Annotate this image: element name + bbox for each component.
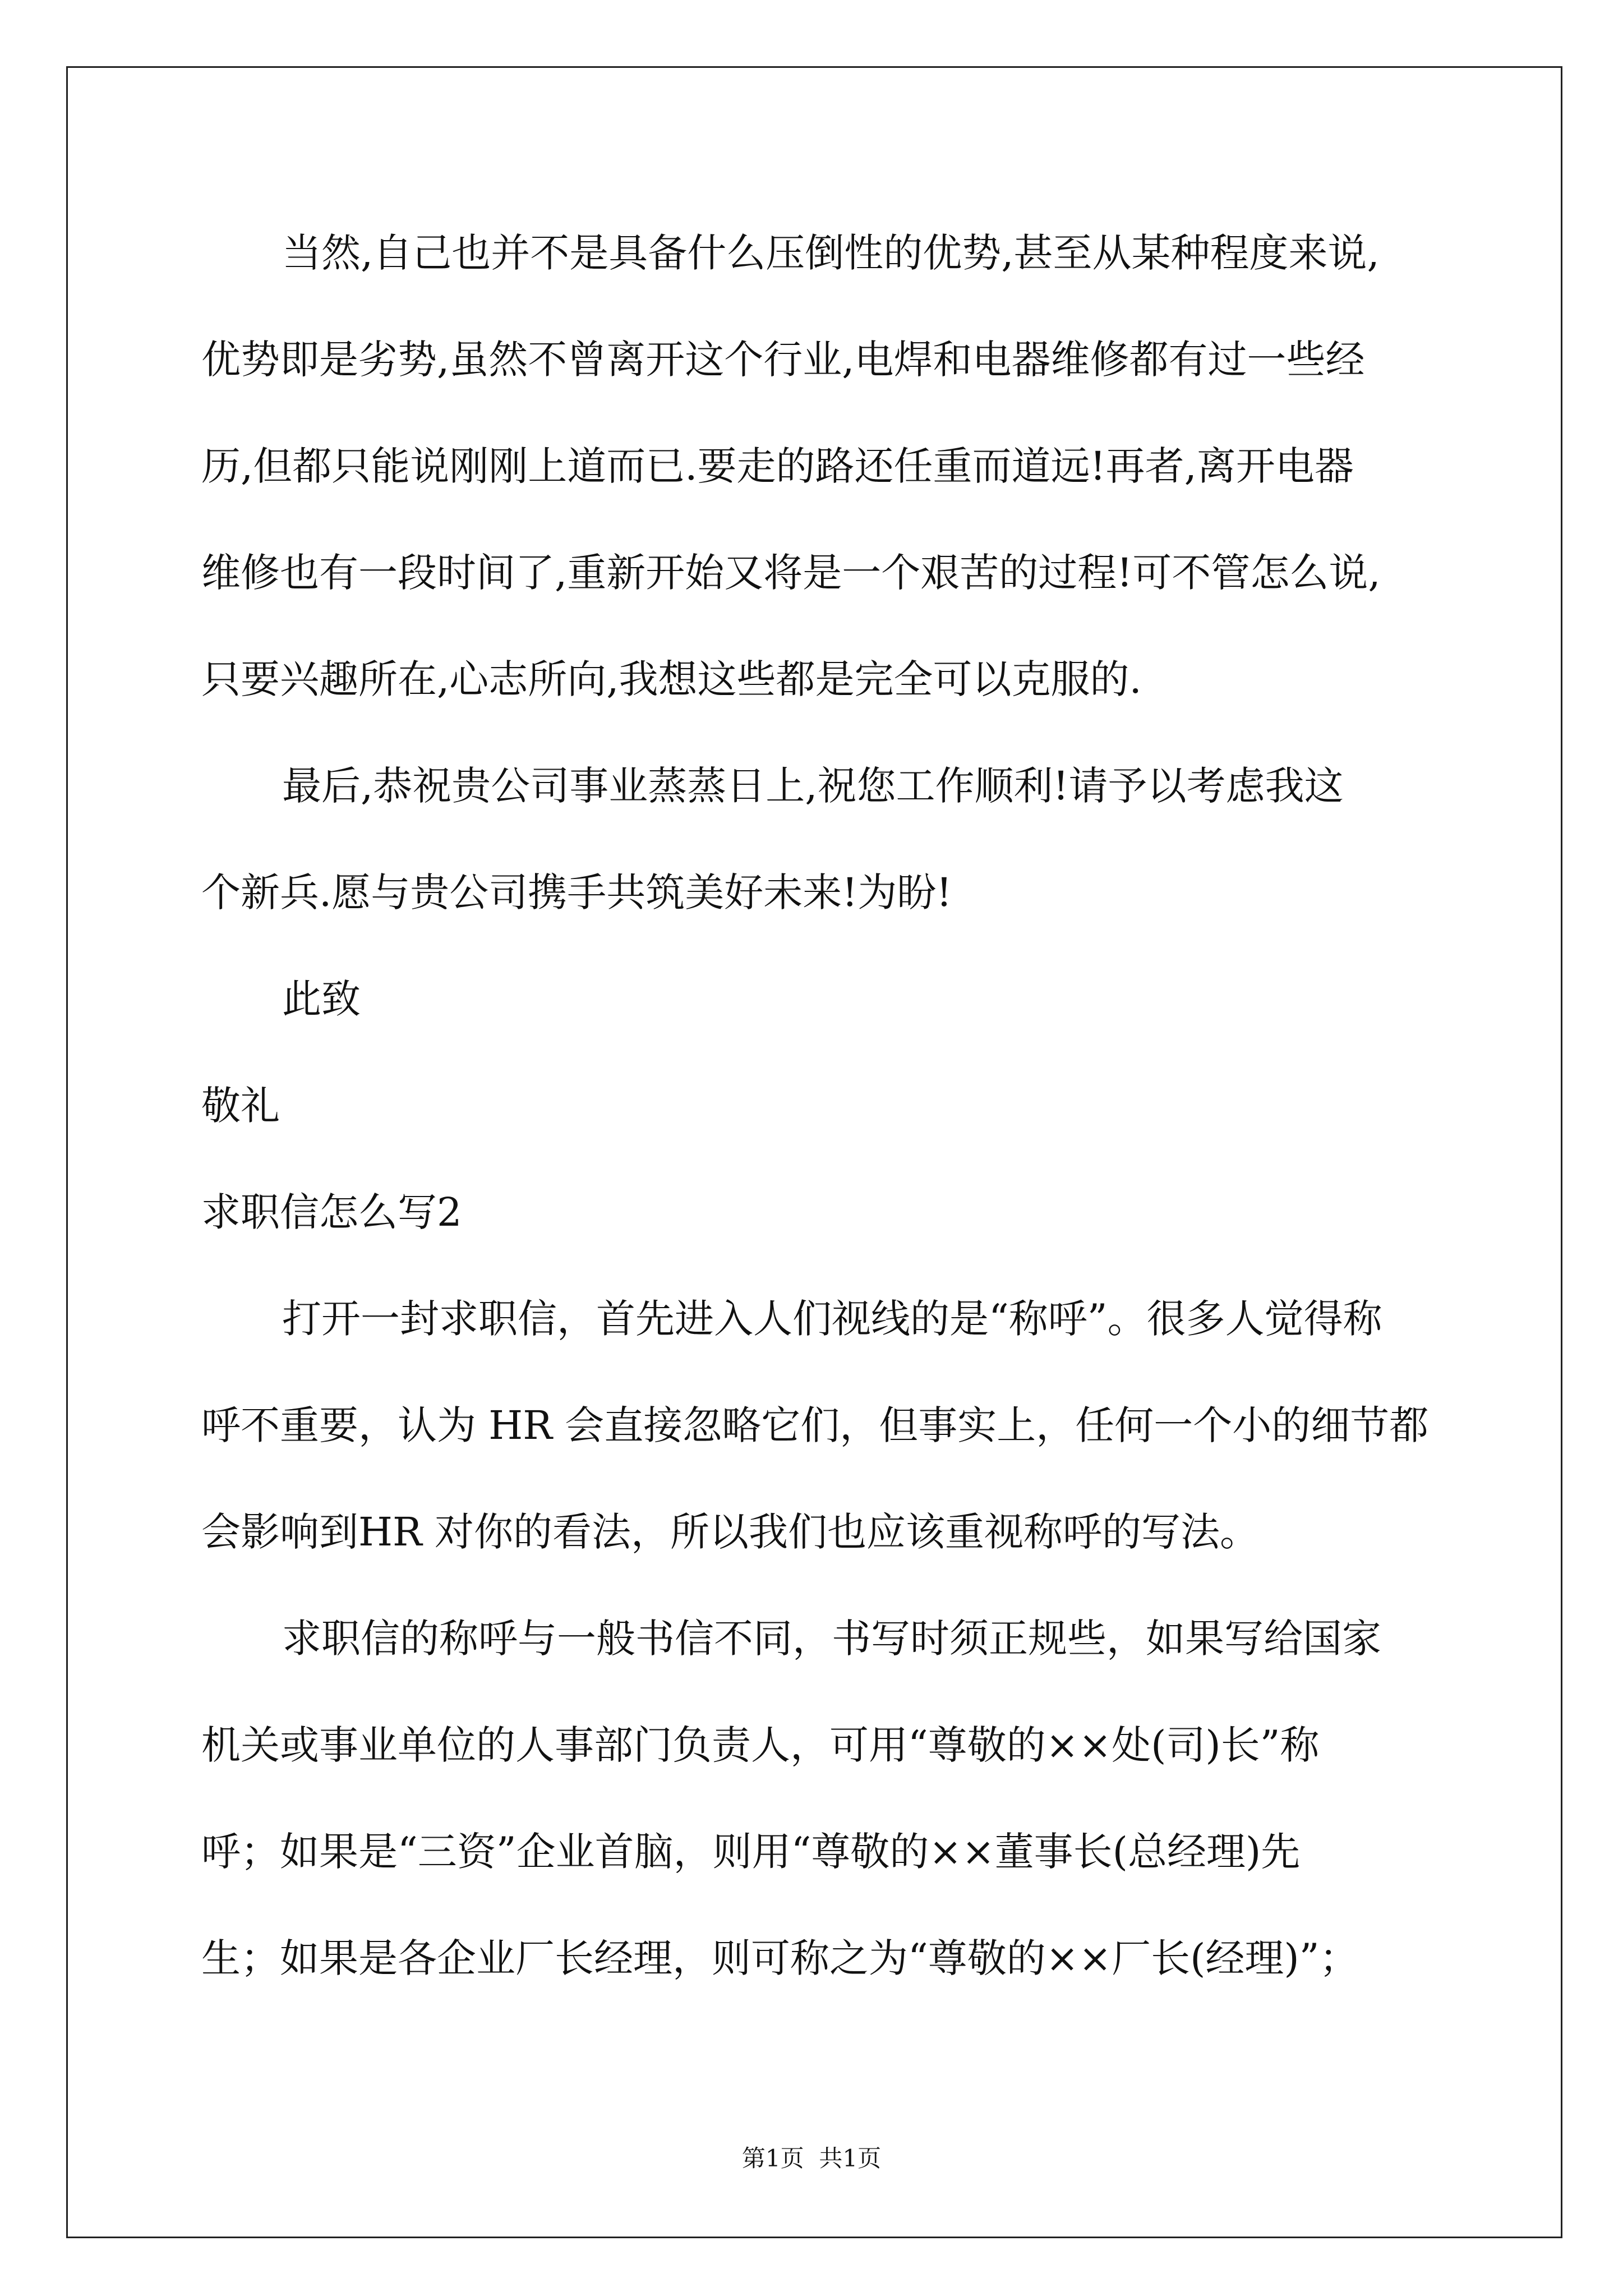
text-line: 敬礼 [201,1083,280,1129]
text-line: 个新兵.愿与贵公司携手共筑美好未来!为盼! [201,869,952,915]
text-line: 打开一封求职信，首先进入人们视线的是“称呼”。很多人觉得称 [282,1296,1382,1342]
text-line: 维修也有一段时间了,重新开始又将是一个艰苦的过程!可不管怎么说, [201,550,1381,596]
text-line: 求职信的称呼与一般书信不同，书写时须正规些，如果写给国家 [282,1616,1381,1662]
text-line: 历,但都只能说刚刚上道而已.要走的路还任重而道远!再者,离开电器 [201,443,1354,489]
text-line: 优势即是劣势,虽然不曾离开这个行业,电焊和电器维修都有过一些经 [201,337,1365,383]
paragraph-advantages [201,200,1469,733]
document-body [201,200,1469,2012]
paragraph-closing-wishes [201,733,1469,946]
text-line: 当然,自己也并不是具备什么压倒性的优势,甚至从某种程度来说, [282,230,1380,276]
paragraph-salutation-importance [201,1266,1469,1585]
text-line: 生；如果是各企业厂长经理，则可称之为“尊敬的××厂长(经理)”； [201,1935,1359,1981]
closing-salutation [201,1052,1469,1159]
heading-line: 求职信怎么写2 [201,1189,462,1235]
section-heading [201,1159,1469,1266]
text-line: 会影响到HR 对你的看法，所以我们也应该重视称呼的写法。 [201,1509,1259,1555]
text-line: 机关或事业单位的人事部门负责人，可用“尊敬的××处(司)长”称 [201,1722,1320,1768]
text-line: 呼不重要，认为 HR 会直接忽略它们，但事实上，任何一个小的细节都 [201,1402,1429,1448]
text-line: 最后,恭祝贵公司事业蒸蒸日上,祝您工作顺利!请予以考虑我这 [282,763,1344,809]
text-line: 只要兴趣所在,心志所向,我想这些都是完全可以克服的. [201,656,1142,702]
page-footer: 第1页 共1页 [741,2145,882,2172]
paragraph-salutation-forms [201,1585,1469,2012]
text-line: 呼；如果是“三资”企业首脑，则用“尊敬的××董事长(总经理)先 [201,1829,1301,1875]
text-line: 此致 [282,976,361,1022]
closing-phrase [201,946,1469,1052]
